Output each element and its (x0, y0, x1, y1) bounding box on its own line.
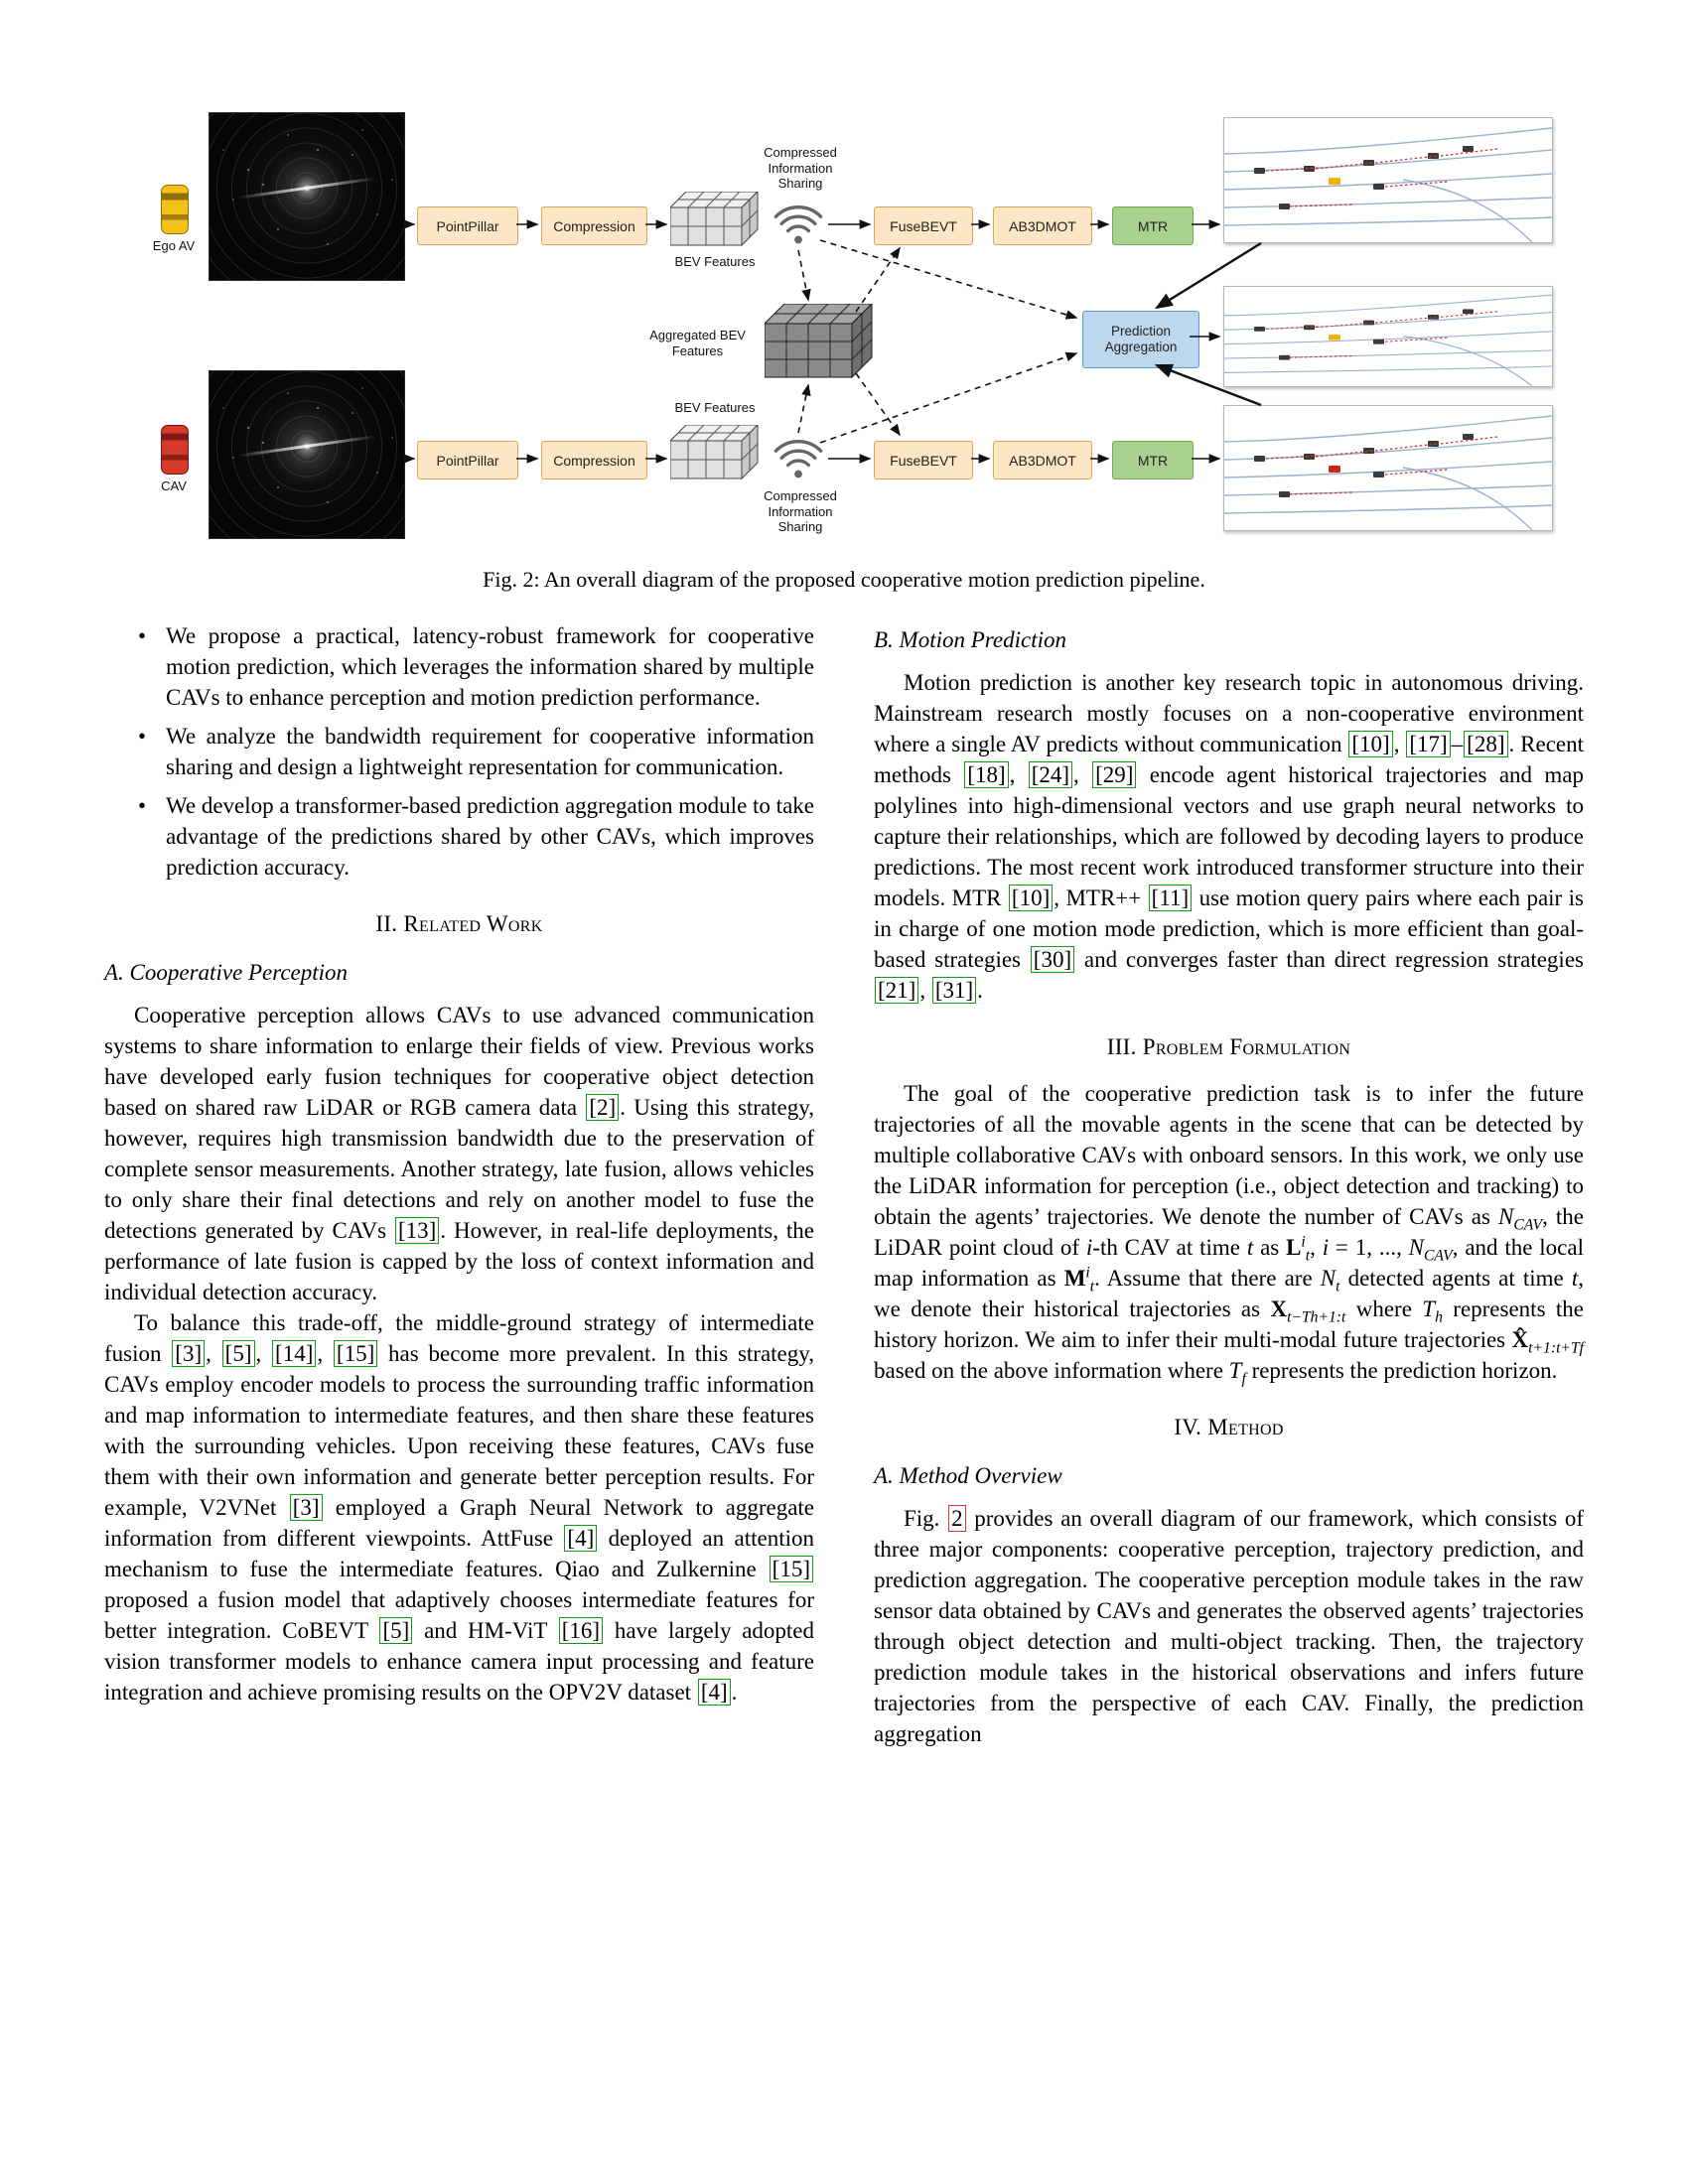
citation-link[interactable]: [4] (698, 1679, 731, 1706)
right-column (874, 620, 1584, 1749)
left-column (104, 620, 814, 1749)
trajectory-output-image-ego (1223, 117, 1553, 243)
paragraph-cooperative-perception-1: Cooperative perception allows CAVs to use advanced communication systems to share information to enlarge their fields of view. Previous works have developed early fusion techniques for cooperative object detection based on shared raw LiDAR or RGB camera data [2] . Using this strategy, however, requires high transmission bandwidth due to the preservation of complete sensor measurements. Another strategy, late fusion, allows vehicles to only share their final detections and rely on another model to fuse the detections generated by CAVs [13] . However, in real-life deployments, the performance of late fusion is capped by the loss of context information and individual detection accuracy. (104, 1003, 815, 1304)
lidar-pointcloud-image-cav (209, 370, 405, 539)
fusebevt-box-ego: FuseBEVT (874, 206, 973, 245)
citation-link[interactable]: [16] (559, 1617, 603, 1644)
wifi-sharing-icon-ego (773, 203, 824, 246)
citation-link[interactable]: [29] (1092, 761, 1136, 788)
paragraph-cooperative-perception-2: To balance this trade-off, the middle-ground strategy of intermediate fusion [3] , [5] , [14] , [15] has become more prevalent. In this strategy, CAVs employ encoder models to process the surrounding traffic information and map information to intermediate features, and then share these features with the surrounding vehicles. Upon receiving these features, CAVs fuse them with their own information and generate better perception results. For example, V2VNet [3] employed a Graph Neural Network to aggregate information from different viewpoints. AttFuse [4] deployed an attention mechanism to fuse the intermediate features. Qiao and Zulkernine [15] proposed a fusion model that adaptively chooses intermediate features for better integration. CoBEVT [5] and HM-ViT [16] have largely adopted vision transformer models to enhance camera input processing and feature integration and achieve promising results on the OPV2V dataset [4] . (104, 1310, 815, 1705)
fusebevt-box-cav: FuseBEVT (874, 441, 973, 479)
citation-link[interactable]: [10] (1348, 731, 1392, 757)
figure-pipeline (109, 107, 1579, 549)
citation-link[interactable]: [2] (586, 1094, 619, 1121)
pointpillar-box-cav: PointPillar (417, 441, 518, 479)
contribution-list (104, 620, 814, 883)
paragraph-method-overview: Fig. 2 provides an overall diagram of our framework, which consists of three major components: cooperative perception, trajectory prediction, and prediction aggregation. The cooperative perception module takes in the raw sensor data obtained by CAVs and generates the observed agents’ trajectories through object detection and multi-object tracking. Then, the trajectory prediction module takes in the historical observations and infers future trajectories from the perspective of each CAV. Finally, the prediction aggregation (874, 1506, 1584, 1746)
bev-features-cube-cav (670, 425, 760, 480)
wifi-sharing-icon-cav (773, 437, 824, 480)
section-heading-related-work: II. Related Work (375, 911, 543, 936)
contribution-item-1: • We propose a practical, latency-robust framework for cooperative motion prediction, which leverages the information shared by multiple CAVs to enhance perception and motion prediction performance. (166, 620, 814, 713)
citation-link[interactable]: [11] (1149, 885, 1192, 911)
pointpillar-box-ego: PointPillar (417, 206, 518, 245)
section-heading-method: IV. Method (1174, 1415, 1284, 1439)
aggregated-bev-label: Aggregated BEV Features (649, 328, 746, 358)
citation-link[interactable]: [15] (334, 1340, 377, 1367)
cav-car-icon (161, 425, 189, 475)
citation-link[interactable]: [3] (172, 1340, 205, 1367)
compression-box-cav: Compression (541, 441, 647, 479)
cav-label: CAV (161, 478, 187, 493)
figure-ref-link[interactable]: 2 (948, 1505, 966, 1532)
citation-link[interactable]: [3] (290, 1494, 323, 1521)
subsection-cooperative-perception: A. Cooperative Perception (104, 960, 349, 985)
citation-link[interactable]: [24] (1029, 761, 1072, 788)
contribution-item-3: • We develop a transformer-based prediction aggregation module to take advantage of the predictions shared by other CAVs, which improves prediction accuracy. (166, 790, 814, 883)
citation-link[interactable]: [5] (222, 1340, 255, 1367)
section-heading-problem-formulation: III. Problem Formulation (1106, 1034, 1351, 1059)
citation-link[interactable]: [30] (1031, 946, 1074, 973)
article-body (104, 620, 1584, 1749)
bev-features-cube-ego (670, 192, 760, 247)
mtr-box-cav: MTR (1112, 441, 1194, 479)
prediction-aggregation-box: Prediction Aggregation (1082, 311, 1199, 368)
ab3dmot-box-ego: AB3DMOT (993, 206, 1092, 245)
contribution-item-2: • We analyze the bandwidth requirement for cooperative information sharing and design a lightweight representation for communication. (166, 721, 814, 782)
subsection-motion-prediction: B. Motion Prediction (874, 627, 1066, 652)
citation-link[interactable]: [28] (1464, 731, 1507, 757)
subsection-method-overview: A. Method Overview (874, 1463, 1062, 1488)
citation-link[interactable]: [14] (272, 1340, 316, 1367)
compressed-sharing-label-cav: Compressed Information Sharing (764, 488, 837, 535)
citation-link[interactable]: [31] (932, 977, 976, 1004)
paragraph-motion-prediction: Motion prediction is another key research topic in autonomous driving. Mainstream research mostly focuses on a non-cooperative environment where a single AV predicts without communication [10] , [17] – [28] . Recent methods [18] , [24] , [29] encode agent historical trajectories and map polylines into high-dimensional vectors and use graph neural networks to capture their relationships, which are followed by decoding layers to produce predictions. The most recent work introduced transformer structure into their models. MTR [10] , MTR++ [11] use motion query pairs where each pair is in charge of one motion mode prediction, which is more efficient than goal-based strategies [30] and converges faster than direct regression strategies [21] , [31] . (874, 670, 1585, 1003)
paragraph-problem-formulation: The goal of the cooperative prediction task is to infer the future trajectories of all the movable agents in the scene that can be detected by multiple collaborative CAVs with onboard sensors. In this work, we only use the LiDAR information for perception (i.e., object detection and tracking) to obtain the agents’ trajectories. We denote the number of CAVs as $N_{CAV}$, the LiDAR point cloud of i-th CAV at time t as $L^i_t$, i = 1, ..., $N_{CAV}$, and the local map information as $M^i_t$. Assume that there are $N_t$ detected agents at time t, we denote their historical trajectories as $X_{t-Th+1:t}$ where $T_h$ represents the history horizon. We aim to infer their multi-modal future trajectories $X̂_{t+1:t+Tf}$ based on the above information where $T_f$ represents the prediction horizon. (874, 1081, 1584, 1388)
ego-car-icon (161, 185, 189, 234)
trajectory-output-image-cav (1223, 405, 1553, 531)
citation-link[interactable]: [10] (1009, 885, 1053, 911)
aggregated-bev-cube (765, 304, 874, 379)
trajectory-output-image-aggregated (1223, 286, 1553, 387)
citation-link[interactable]: [18] (964, 761, 1008, 788)
citation-link[interactable]: [15] (770, 1556, 813, 1582)
citation-link[interactable]: [4] (564, 1525, 597, 1552)
compressed-sharing-label-ego: Compressed Information Sharing (764, 145, 837, 192)
citation-link[interactable]: [17] (1406, 731, 1450, 757)
citation-link[interactable]: [13] (395, 1217, 439, 1244)
citation-link[interactable]: [21] (875, 977, 918, 1004)
ego-av-label: Ego AV (152, 238, 196, 253)
ab3dmot-box-cav: AB3DMOT (993, 441, 1092, 479)
lidar-pointcloud-image-ego (209, 112, 405, 281)
bev-features-label-cav: BEV Features (674, 400, 756, 415)
citation-link[interactable]: [5] (379, 1617, 412, 1644)
figure-caption: Fig. 2: An overall diagram of the proposed cooperative motion prediction pipeline. (483, 567, 1205, 592)
bev-features-label-ego: BEV Features (674, 254, 756, 269)
mtr-box-ego: MTR (1112, 206, 1194, 245)
compression-box-ego: Compression (541, 206, 647, 245)
